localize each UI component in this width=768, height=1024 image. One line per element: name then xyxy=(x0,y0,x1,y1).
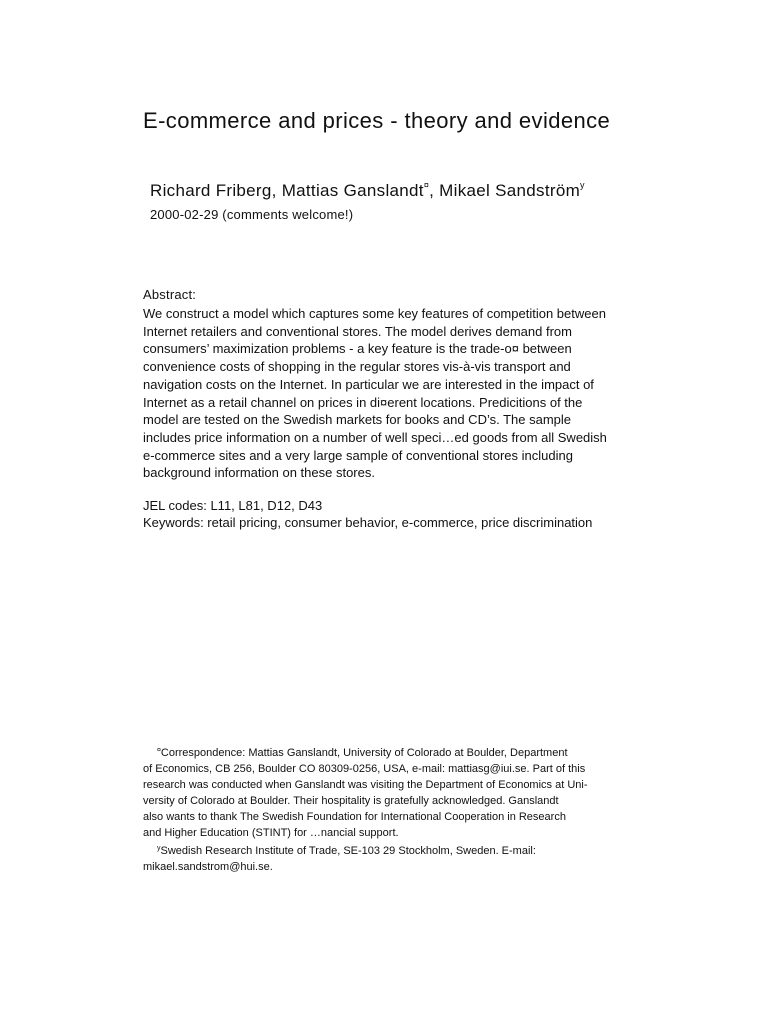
footnote-line: also wants to thank The Swedish Foundation for International Cooperation in Research xyxy=(143,810,566,823)
abstract-line: navigation costs on the Internet. In particular we are interested in the impact of xyxy=(143,376,594,392)
footnote-line xyxy=(143,841,643,860)
abstract-line: e-commerce sites and a very large sample of conventional stores including xyxy=(143,447,573,463)
footnote-mark-correspondence: ¤ xyxy=(423,180,430,190)
abstract-line: background information on these stores. xyxy=(143,465,375,481)
author-names-second: Mikael Sandström xyxy=(434,181,581,200)
footnote-mark-affiliation: y xyxy=(580,180,585,190)
abstract-line: model are tested on the Swedish markets for books and CD’s. The sample xyxy=(143,412,572,428)
footnote-line: of Economics, CB 256, Boulder CO 80309-0256, USA, e-mail: mattiasg@iui.se. Part of this xyxy=(143,762,586,775)
paper-date: 2000-02-29 (comments welcome!) xyxy=(150,207,354,222)
paper-title: E-commerce and prices - theory and evidence xyxy=(143,108,611,133)
footnote-line: and Higher Education (STINT) for …nancial support. xyxy=(143,826,399,839)
footnote-line: mikael.sandstrom@hui.se. xyxy=(143,861,273,874)
abstract-line: Internet as a retail channel on prices in di¤erent locations. Predicitions of the xyxy=(143,394,583,410)
footnote-line: research was conducted when Ganslandt was visiting the Department of Economics at Uni- xyxy=(143,778,588,791)
keywords: Keywords: retail pricing, consumer behavior, e-commerce, price discrimination xyxy=(143,515,593,530)
abstract-body xyxy=(143,305,643,482)
footnote-text: Swedish Research Institute of Trade, SE-103 29 Stockholm, Sweden. E-mail: xyxy=(160,845,536,858)
abstract-line: Internet retailers and conventional stores. The model derives demand from xyxy=(143,323,572,339)
author-names-first: Richard Friberg, Mattias Ganslandt xyxy=(150,181,424,200)
author-list xyxy=(150,180,585,201)
footnote-mark-correspondence: ¤ xyxy=(157,747,161,754)
jel-codes: JEL codes: L11, L81, D12, D43 xyxy=(143,498,323,513)
abstract-line: consumers’ maximization problems - a key feature is the trade-o¤ between xyxy=(143,341,572,357)
abstract-line: includes price information on a number of well speci…ed goods from all Swedish xyxy=(143,429,607,445)
author-separator: , xyxy=(429,181,435,200)
abstract-line: We construct a model which captures some key features of competition between xyxy=(143,306,606,321)
footnote-line: versity of Colorado at Boulder. Their hospitality is gratefully acknowledged. Ganslandt xyxy=(143,794,559,807)
abstract-line: convenience costs of shopping in the regular stores vis-à-vis transport and xyxy=(143,359,571,375)
footnote-text: Correspondence: Mattias Ganslandt, University of Colorado at Boulder, Department xyxy=(160,747,568,759)
footnotes xyxy=(143,743,643,876)
footnote-line xyxy=(143,743,643,762)
footnote-mark-affiliation: y xyxy=(157,845,161,853)
abstract-heading: Abstract: xyxy=(143,287,197,302)
